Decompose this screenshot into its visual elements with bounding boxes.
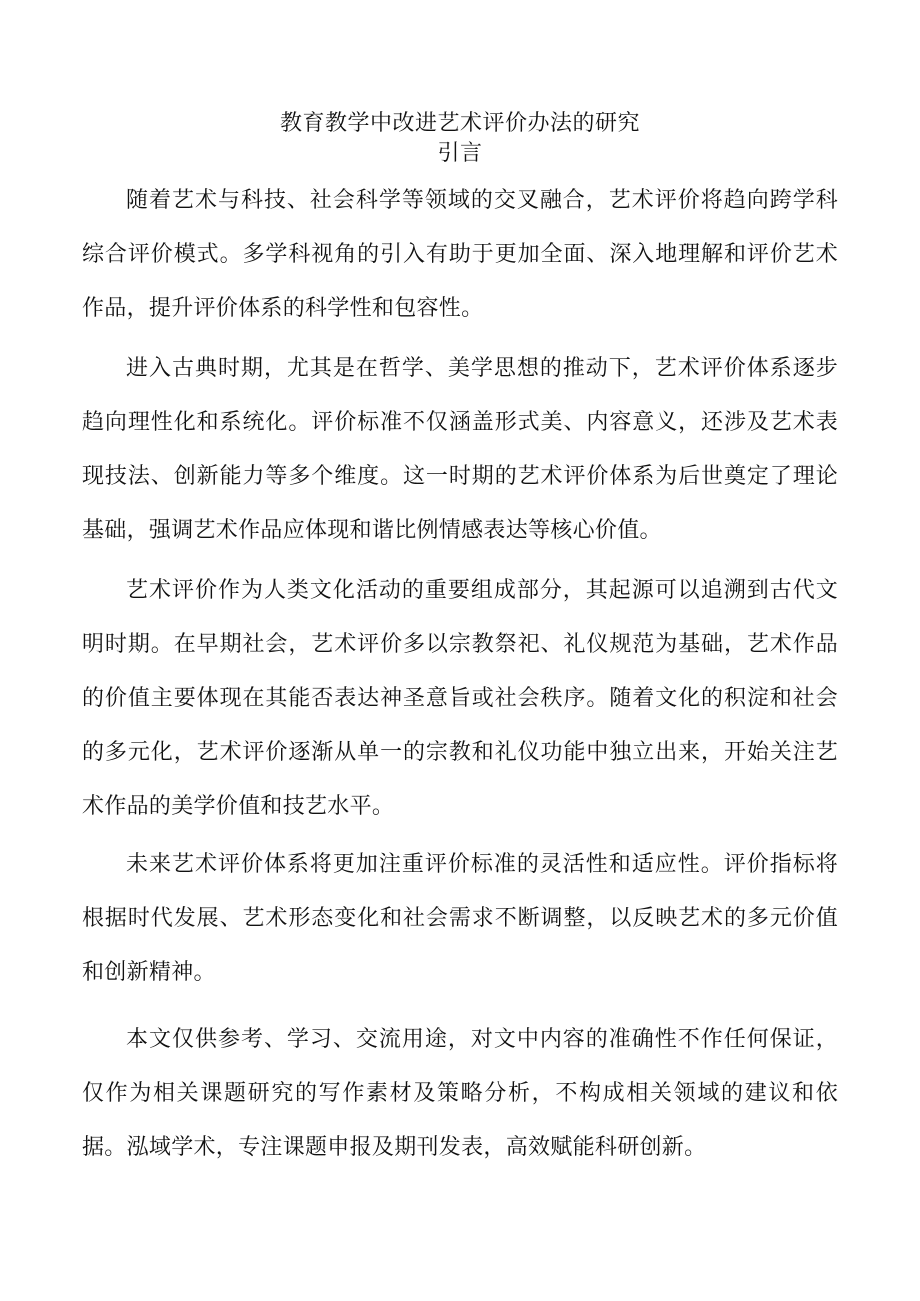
paragraph-4: 未来艺术评价体系将更加注重评价标准的灵活性和适应性。评价指标将根据时代发展、艺术形态变化和社会需求不断调整，以反映艺术的多元价值和创新精神。 xyxy=(82,852,838,985)
section-heading-introduction: 引言 xyxy=(437,141,483,166)
document-title: 教育教学中改进艺术评价办法的研究 xyxy=(279,111,640,136)
paragraph-3: 艺术评价作为人类文化活动的重要组成部分，其起源可以追溯到古代文明时期。在早期社会，艺术评价多以宗教祭祀、礼仪规范为基础，艺术作品的价值主要体现在其能否表达神圣意旨或社会秩序。随着文化的积淀和社会的多元化，艺术评价逐渐从单一的宗教和礼仪功能中独立出来，开始关注艺术作品的美学价值和技艺水平。 xyxy=(82,578,838,819)
paragraph-2: 进入古典时期，尤其是在哲学、美学思想的推动下，艺术评价体系逐步趋向理性化和系统化。评价标准不仅涵盖形式美、内容意义，还涉及艺术表现技法、创新能力等多个维度。这一时期的艺术评价体系为后世奠定了理论基础，强调艺术作品应体现和谐比例情感表达等核心价值。 xyxy=(82,356,838,543)
paragraph-1: 随着艺术与科技、社会科学等领域的交叉融合，艺术评价将趋向跨学科综合评价模式。多学科视角的引入有助于更加全面、深入地理解和评价艺术作品，提升评价体系的科学性和包容性。 xyxy=(82,188,838,321)
paragraph-disclaimer: 本文仅供参考、学习、交流用途，对文中内容的准确性不作任何保证，仅作为相关课题研究的写作素材及策略分析，不构成相关领域的建议和依据。泓域学术，专注课题申报及期刊发表，高效赋能科研创新。 xyxy=(82,1027,838,1160)
